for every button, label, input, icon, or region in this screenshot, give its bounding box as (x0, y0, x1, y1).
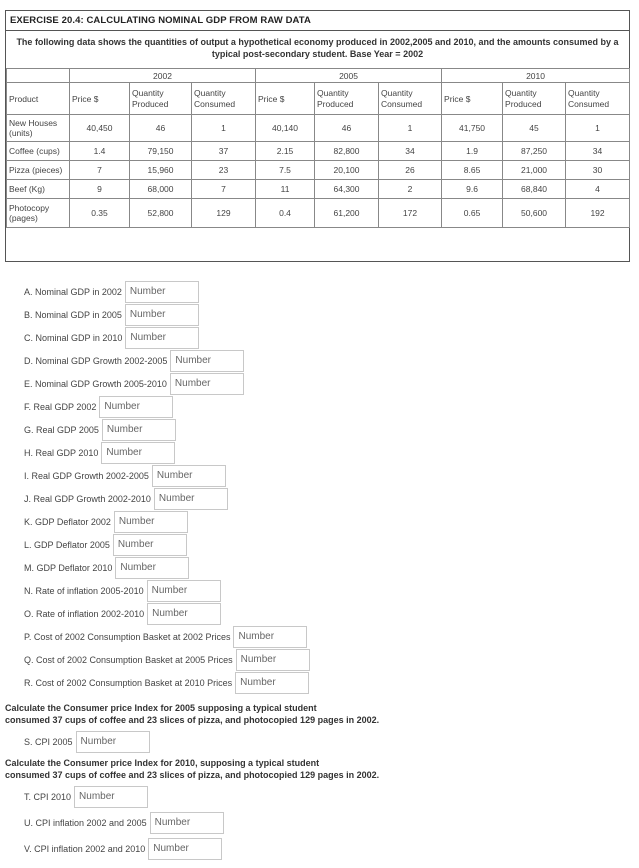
intro-text (6, 31, 629, 68)
header-line: Consumed (568, 98, 610, 109)
basket-cost-2005-input[interactable]: Number (236, 649, 310, 671)
year-2010-header: 2010 (442, 69, 630, 83)
nominal-gdp-growth-2005-2010-input[interactable]: Number (170, 373, 244, 395)
question-p (24, 625, 307, 647)
header-line: Produced (505, 98, 542, 109)
value-cell: 40,140 (256, 115, 315, 142)
question-g (24, 418, 176, 440)
question-u (24, 811, 224, 833)
value-cell: 20,100 (315, 161, 379, 180)
question-label: T. CPI 2010 (24, 791, 72, 802)
cpi-2005-input[interactable]: Number (76, 731, 150, 753)
header-line: Quantity (568, 87, 600, 98)
qty-consumed-header (192, 83, 256, 115)
question-label: C. Nominal GDP in 2010 (24, 332, 123, 343)
value-cell: 192 (566, 199, 630, 228)
cpi-inflation-2002-2005-input[interactable]: Number (150, 812, 224, 834)
value-cell: 172 (379, 199, 442, 228)
value-cell: 61,200 (315, 199, 379, 228)
question-k (24, 510, 188, 532)
table-row (7, 180, 630, 199)
value-cell: 23 (192, 161, 256, 180)
real-gdp-growth-2002-2010-input[interactable]: Number (154, 488, 228, 510)
value-cell: 41,750 (442, 115, 503, 142)
question-label: S. CPI 2005 (24, 736, 73, 747)
value-cell: 30 (566, 161, 630, 180)
qty-produced-header (130, 83, 192, 115)
cpi-2005-line-2: consumed 37 cups of coffee and 23 slices of pizza, and photocopied 129 pages in 2002. (5, 715, 380, 725)
question-label: M. GDP Deflator 2010 (24, 562, 113, 573)
question-label: G. Real GDP 2005 (24, 424, 99, 435)
qty-consumed-header (379, 83, 442, 115)
question-label: K. GDP Deflator 2002 (24, 516, 111, 527)
gdp-deflator-2002-input[interactable]: Number (114, 511, 188, 533)
question-m (24, 556, 189, 578)
year-header-row (7, 69, 630, 83)
gdp-deflator-2010-input[interactable]: Number (115, 557, 189, 579)
value-cell: 8.65 (442, 161, 503, 180)
question-f (24, 395, 173, 417)
question-i (24, 464, 226, 486)
qty-consumed-header (566, 83, 630, 115)
real-gdp-2010-input[interactable]: Number (101, 442, 175, 464)
value-cell: 37 (192, 142, 256, 161)
cpi-2005-line-1: Calculate the Consumer price Index for 2005 supposing a typical student (5, 703, 317, 713)
value-cell: 1 (379, 115, 442, 142)
question-label: O. Rate of inflation 2002-2010 (24, 608, 145, 619)
price-header: Price $ (70, 83, 130, 115)
value-cell: 15,960 (130, 161, 192, 180)
real-gdp-2005-input[interactable]: Number (102, 419, 176, 441)
table-row (7, 142, 630, 161)
header-line: Produced (317, 98, 354, 109)
qty-produced-header (315, 83, 379, 115)
product-name-line: Pizza (pieces) (9, 165, 63, 175)
column-header-row (7, 83, 630, 115)
value-cell: 0.35 (70, 199, 130, 228)
question-label: V. CPI inflation 2002 and 2010 (24, 843, 146, 854)
question-label: J. Real GDP Growth 2002-2010 (24, 493, 151, 504)
value-cell: 21,000 (503, 161, 566, 180)
value-cell: 68,000 (130, 180, 192, 199)
value-cell: 79,150 (130, 142, 192, 161)
product-name-cell (7, 142, 70, 161)
year-2005-header: 2005 (256, 69, 442, 83)
real-gdp-growth-2002-2005-input[interactable]: Number (152, 465, 226, 487)
product-name-line: New Houses (9, 118, 58, 128)
value-cell: 46 (130, 115, 192, 142)
exercise-frame (5, 10, 630, 262)
value-cell: 0.65 (442, 199, 503, 228)
question-n (24, 579, 221, 601)
question-label: H. Real GDP 2010 (24, 447, 99, 458)
value-cell: 7 (192, 180, 256, 199)
data-table (6, 68, 630, 228)
question-label: R. Cost of 2002 Consumption Basket at 2010 Prices (24, 677, 233, 688)
value-cell: 50,600 (503, 199, 566, 228)
question-label: D. Nominal GDP Growth 2002-2005 (24, 355, 168, 366)
header-line: Quantity (317, 87, 349, 98)
question-label: N. Rate of inflation 2005-2010 (24, 585, 144, 596)
value-cell: 40,450 (70, 115, 130, 142)
year-2002-header: 2002 (70, 69, 256, 83)
question-label: A. Nominal GDP in 2002 (24, 286, 122, 297)
question-c (24, 326, 199, 348)
product-name-cell (7, 180, 70, 199)
value-cell: 34 (379, 142, 442, 161)
question-label: L. GDP Deflator 2005 (24, 539, 110, 550)
product-name-cell (7, 115, 70, 142)
gdp-deflator-2005-input[interactable]: Number (113, 534, 187, 556)
inflation-2005-2010-input[interactable]: Number (147, 580, 221, 602)
question-h (24, 441, 175, 463)
header-line: Produced (132, 98, 169, 109)
year-header-blank (7, 69, 70, 83)
question-label: E. Nominal GDP Growth 2005-2010 (24, 378, 167, 389)
question-label: B. Nominal GDP in 2005 (24, 309, 122, 320)
product-name-line: Beef (Kg) (9, 184, 45, 194)
price-header: Price $ (442, 83, 503, 115)
value-cell: 1.9 (442, 142, 503, 161)
value-cell: 45 (503, 115, 566, 142)
header-line: Quantity (194, 87, 226, 98)
value-cell: 87,250 (503, 142, 566, 161)
table-row (7, 115, 630, 142)
value-cell: 9 (70, 180, 130, 199)
value-cell: 9.6 (442, 180, 503, 199)
basket-cost-2002-input[interactable]: Number (233, 626, 307, 648)
product-name-line: Coffee (cups) (9, 146, 60, 156)
product-name-line: Photocopy (9, 203, 50, 213)
product-header: Product (7, 83, 70, 115)
inflation-2002-2010-input[interactable]: Number (147, 603, 221, 625)
question-label: F. Real GDP 2002 (24, 401, 97, 412)
value-cell: 68,840 (503, 180, 566, 199)
cpi-2005-instructions (5, 702, 379, 726)
header-line: Quantity (381, 87, 413, 98)
question-a (24, 280, 199, 302)
value-cell: 46 (315, 115, 379, 142)
cpi-inflation-2002-2010-input[interactable]: Number (148, 838, 222, 860)
value-cell: 11 (256, 180, 315, 199)
cpi-2010-instructions (5, 757, 379, 781)
question-o (24, 602, 221, 624)
real-gdp-2002-input[interactable]: Number (99, 396, 173, 418)
value-cell: 1 (566, 115, 630, 142)
header-line: Quantity (132, 87, 164, 98)
value-cell: 4 (566, 180, 630, 199)
value-cell: 0.4 (256, 199, 315, 228)
question-label: I. Real GDP Growth 2002-2005 (24, 470, 149, 481)
product-name-cell (7, 199, 70, 228)
price-header: Price $ (256, 83, 315, 115)
value-cell: 1.4 (70, 142, 130, 161)
basket-cost-2010-input[interactable]: Number (235, 672, 309, 694)
cpi-2010-input[interactable]: Number (74, 786, 148, 808)
question-b (24, 303, 199, 325)
question-j (24, 487, 228, 509)
exercise-title: EXERCISE 20.4: CALCULATING NOMINAL GDP FROM RAW DATA (6, 11, 629, 31)
value-cell: 2 (379, 180, 442, 199)
table-row (7, 161, 630, 180)
product-name-line: (units) (9, 128, 33, 138)
value-cell: 26 (379, 161, 442, 180)
question-d (24, 349, 244, 371)
nominal-gdp-2005-input[interactable]: Number (125, 304, 199, 326)
product-name-cell (7, 161, 70, 180)
nominal-gdp-2010-input[interactable]: Number (125, 327, 199, 349)
question-label: Q. Cost of 2002 Consumption Basket at 2005 Prices (24, 654, 233, 665)
table-row (7, 199, 630, 228)
question-s (24, 730, 150, 752)
intro-line-2: typical post-secondary student. Base Year = 2002 (211, 49, 424, 59)
qty-produced-header (503, 83, 566, 115)
value-cell: 52,800 (130, 199, 192, 228)
value-cell: 82,800 (315, 142, 379, 161)
question-q (24, 648, 310, 670)
value-cell: 64,300 (315, 180, 379, 199)
product-name-line: (pages) (9, 213, 38, 223)
header-line: Consumed (194, 98, 236, 109)
question-v (24, 837, 222, 859)
value-cell: 129 (192, 199, 256, 228)
question-e (24, 372, 244, 394)
question-r (24, 671, 309, 693)
value-cell: 1 (192, 115, 256, 142)
value-cell: 2.15 (256, 142, 315, 161)
cpi-2010-line-2: consumed 37 cups of coffee and 23 slices of pizza, and photocopied 129 pages in 2002. (5, 770, 380, 780)
table-body (7, 115, 630, 228)
intro-line-1: The following data shows the quantities of output a hypothetical economy produced in 2002,2005 and 2010, and the amounts consumed by a (16, 37, 619, 47)
question-label: U. CPI inflation 2002 and 2005 (24, 817, 147, 828)
value-cell: 7.5 (256, 161, 315, 180)
cpi-2010-line-1: Calculate the Consumer price Index for 2010, supposing a typical student (5, 758, 320, 768)
value-cell: 34 (566, 142, 630, 161)
header-line: Consumed (381, 98, 423, 109)
nominal-gdp-2002-input[interactable]: Number (125, 281, 199, 303)
value-cell: 7 (70, 161, 130, 180)
nominal-gdp-growth-2002-2005-input[interactable]: Number (170, 350, 244, 372)
header-line: Quantity (505, 87, 537, 98)
question-label: P. Cost of 2002 Consumption Basket at 2002 Prices (24, 631, 231, 642)
question-t (24, 785, 148, 807)
question-l (24, 533, 187, 555)
